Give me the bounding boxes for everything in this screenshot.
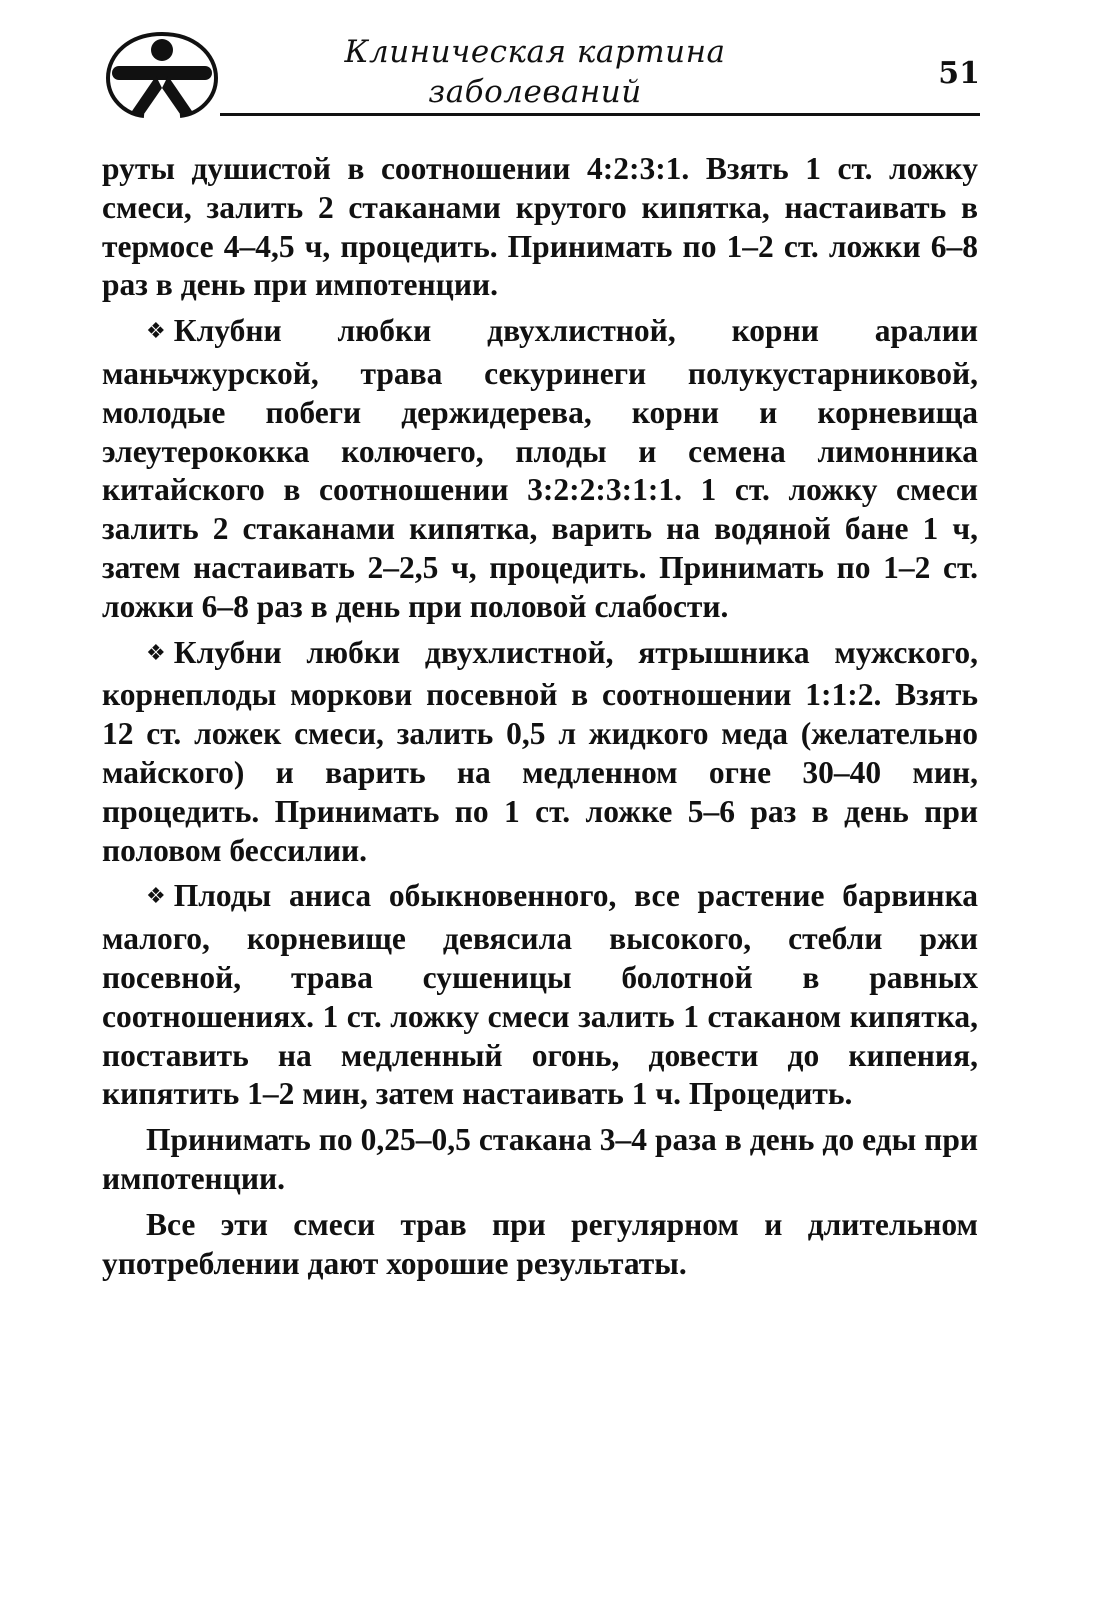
page-number: 51 — [938, 56, 980, 91]
page-body — [102, 150, 978, 1290]
recipe-item — [102, 312, 978, 626]
recipe-item — [102, 634, 978, 871]
paragraph-conclusion — [102, 1206, 978, 1284]
paragraph-text: Все эти смеси трав при регулярном и длительном употреблении дают хорошие результаты. — [102, 1206, 978, 1281]
paragraph-dosage — [102, 1121, 978, 1199]
diamond-bullet-icon: ❖ — [146, 319, 166, 345]
diamond-bullet-icon: ❖ — [146, 640, 166, 666]
running-title-line-1: Клиническая картина — [344, 34, 726, 70]
running-title — [270, 32, 800, 112]
page-header — [100, 30, 980, 120]
paragraph-text: Клубни любки двухлистной, ятрышника мужского, корнеплоды моркови посевной в соотношении 1:1:2. Взять 12 ст. ложек смеси, залить 0,5 л жидкого меда (желательно майского) и варить на медленном огне 30–40 мин, процедить. Принимать по 1 ст. ложке 5–6 раз в день при половом бессилии. — [102, 634, 978, 868]
paragraph-text: Плоды аниса обыкновенного, все растение барвинка малого, корневище девясила высокого, стебли ржи посевной, трава сушеницы болотной в равных соотношениях. 1 ст. ложку смеси залить 1 стаканом кипятка, поставить на медленный огонь, довести до кипения, кипятить 1–2 мин, затем настаивать 1 ч. Процедить. — [102, 878, 978, 1112]
paragraph-text: Клубни любки двухлистной, корни аралии маньчжурской, трава секуринеги полукустарниковой, молодые побеги держидерева, корни и корневища элеутерококка колючего, плоды и семена лимонника китайского в соотношении 3:2:2:3:1:1. 1 ст. ложку смеси залить 2 стаканами кипятка, варить на водяной бане 1 ч, затем настаивать 2–2,5 ч, процедить. Принимать по 1–2 ст. ложки 6–8 раз в день при половой слабости. — [102, 313, 978, 624]
header-divider — [220, 113, 980, 116]
paragraph-text: Принимать по 0,25–0,5 стакана 3–4 раза в день до еды при импотенции. — [102, 1122, 978, 1196]
recipe-item — [102, 877, 978, 1114]
running-title-line-2: заболеваний — [428, 74, 642, 110]
diamond-bullet-icon: ❖ — [146, 884, 166, 910]
stick-figure-emblem-icon — [100, 30, 224, 118]
paragraph-text: руты душистой в соотношении 4:2:3:1. Взять 1 ст. ложку смеси, залить 2 стаканами крутого кипятка, настаивать в термосе 4–4,5 ч, процедить. Принимать по 1–2 ст. ложки 6–8 раз в день при импотенции. — [102, 151, 978, 303]
paragraph-continuation — [102, 150, 978, 305]
